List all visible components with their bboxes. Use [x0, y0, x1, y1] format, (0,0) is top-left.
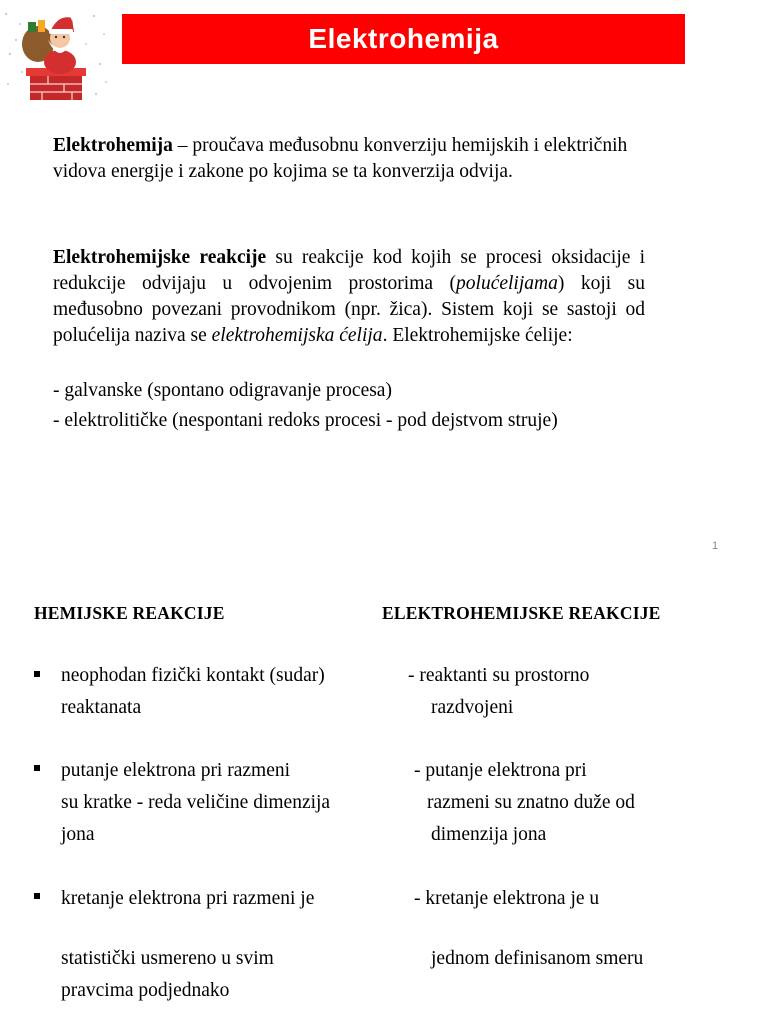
column-header-elektrohemijske: ELEKTROHEMIJSKE REAKCIJE	[382, 603, 661, 623]
left-row2-line3: jona	[61, 824, 95, 845]
left-row3-line2: statistički usmereno u svim	[61, 948, 274, 969]
left-row2-line1: putanje elektrona pri razmeni	[61, 760, 291, 781]
slide-2	[0, 560, 768, 1024]
right-row3-line1: - kretanje elektrona je u	[414, 888, 600, 909]
right-row3-line2: jednom definisanom smeru	[431, 948, 644, 969]
column-header-hemijske: HEMIJSKE REAKCIJE	[34, 603, 225, 623]
right-row2-line1: - putanje elektrona pri	[414, 760, 587, 781]
term-elektrohemijske-reakcije: Elektrohemijske reakcije	[53, 247, 267, 268]
term-elektrohemija: Elektrohemija	[53, 135, 173, 156]
right-row2-line3: dimenzija jona	[431, 824, 547, 845]
page-title: Elektrohemija	[308, 23, 499, 54]
left-row3-line3: pravcima podjednako	[61, 980, 230, 1001]
reactions-paragraph	[53, 245, 645, 349]
reactions-italic-a: polućelijama	[456, 273, 558, 294]
list-item-elektroliticke: - elektrolitičke (nespontani redoks procesi - pod dejstvom struje)	[53, 410, 558, 431]
reactions-text-b: ) koji su međusobno povezani provodnikom (npr. žica). Sistem koji se sastoji od polućelija naziva se	[53, 273, 646, 346]
definition-text: – proučava međusobnu konverziju hemijskih i električnih vidova energije i zakone po kojima se ta konverzija odvija.	[53, 135, 628, 182]
bullet-square-icon	[34, 893, 40, 899]
left-row2-line2: su kratke - reda veličine dimenzija	[61, 792, 331, 813]
right-row1-line2: razdvojeni	[431, 697, 514, 718]
left-row3-line1: kretanje elektrona pri razmeni je	[61, 888, 315, 909]
right-row1-line1: - reaktanti su prostorno	[408, 665, 590, 686]
right-row2-line2: razmeni su znatno duže od	[427, 792, 635, 813]
reactions-text-a: su reakcije kod kojih se procesi oksidacije i redukcije odvijaju u odvojenim prostorima (	[53, 247, 645, 294]
left-row1-line2: reaktanata	[61, 697, 142, 718]
definition-paragraph	[53, 133, 645, 185]
bullet-square-icon	[34, 671, 40, 677]
page-number: 1	[712, 540, 719, 552]
left-row1-line1: neophodan fizički kontakt (sudar)	[61, 665, 325, 686]
santa-clipart-icon	[0, 4, 112, 108]
title-banner	[122, 14, 685, 64]
list-item-galvanske: - galvanske (spontano odigravanje procesa)	[53, 380, 392, 401]
reactions-text-c: . Elektrohemijske ćelije:	[382, 325, 573, 346]
reactions-italic-b: elektrohemijska ćelija	[211, 325, 383, 346]
bullet-square-icon	[34, 765, 40, 771]
